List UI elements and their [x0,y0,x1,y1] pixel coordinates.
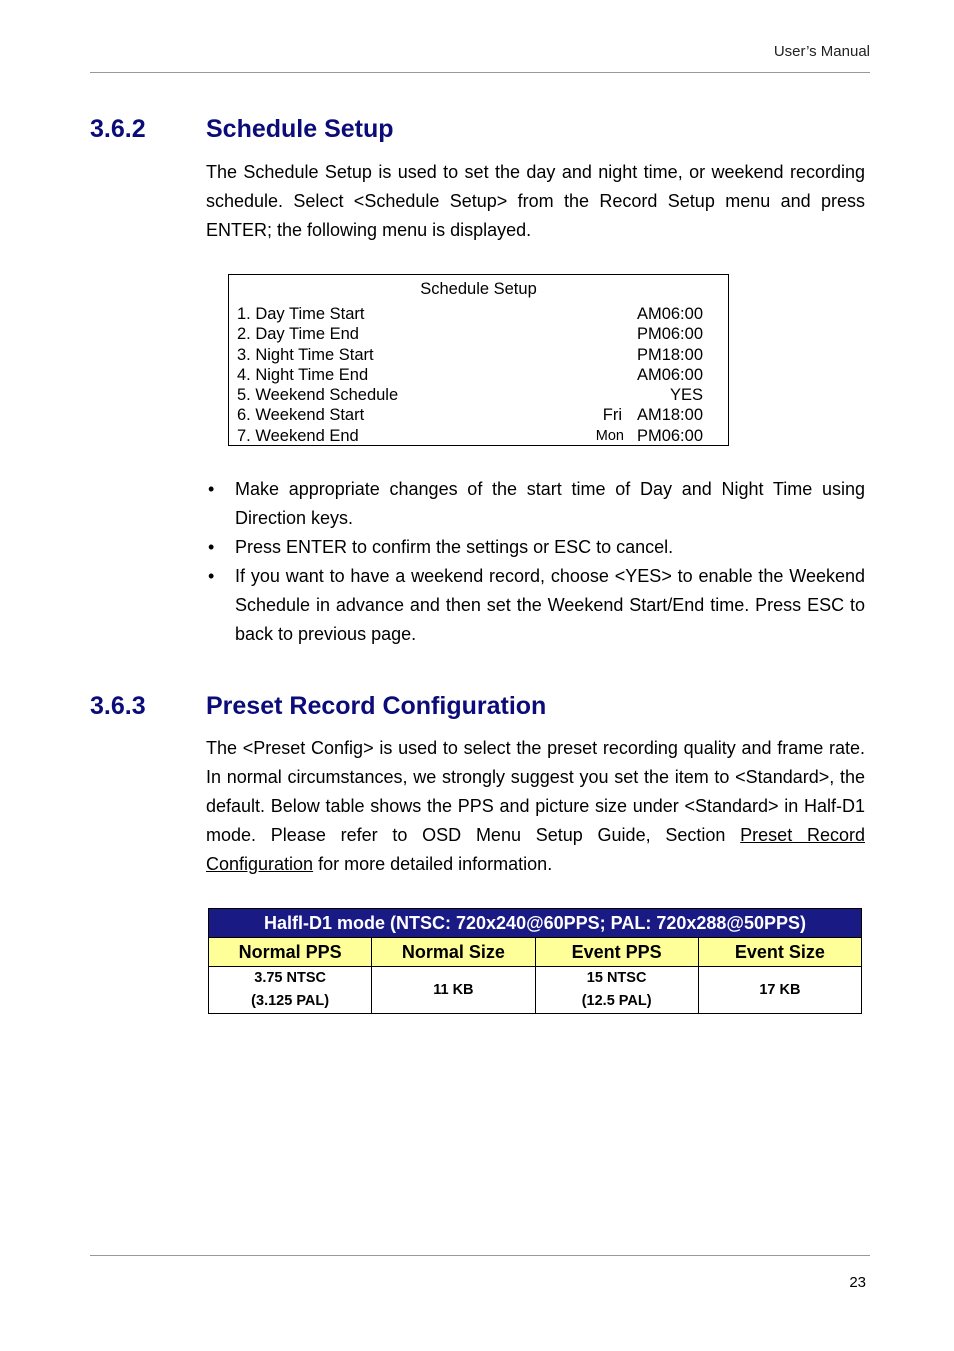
section-title: Preset Record Configuration [206,692,547,720]
cell-normal-pps [209,967,372,1014]
list-item-text: If you want to have a weekend record, choose <YES> to enable the Weekend Schedule in advance and then set the Weekend Start/End time. Press ESC to back to previous page. [235,566,865,644]
reference-link[interactable]: Preset Record Configuration [206,825,865,874]
osd-row-day: Mon [595,428,624,444]
osd-row-label: 1. Day Time Start [237,305,365,323]
list-item-text: Press ENTER to confirm the settings or ESC to cancel. [235,537,674,557]
section-paragraph [206,734,865,879]
paragraph-text: The <Preset Config> is used to select the preset recording quality and frame rate. In normal circumstances, we strongly suggest you set the item to <Standard>, the default. Below table shows the PPS and picture size under <Standard> in Half-D1 mode. Please refer to OSD Menu Setup Guide, Section [206,738,865,845]
osd-row-day: Fri [602,406,622,424]
cell-event-pps [535,967,698,1014]
pps-table-title: Halfl-D1 mode (NTSC: 720x240@60PPS; PAL: 720x288@50PPS) [209,909,862,938]
cell-normal-size: 11 KB [372,967,535,1014]
osd-row-value: YES [669,386,703,404]
cell-line: (12.5 PAL) [581,993,652,1009]
cell-event-size: 17 KB [698,967,861,1014]
column-header-normal-pps: Normal PPS [209,938,372,967]
cell-line: 15 NTSC [586,970,647,986]
instruction-list [206,475,865,649]
osd-menu-title: Schedule Setup [420,280,537,298]
osd-menu-box [228,274,729,446]
osd-row-label: 7. Weekend End [237,427,359,445]
osd-row-value: AM06:00 [636,366,703,384]
section-title: Schedule Setup [206,115,394,143]
column-header-normal-size: Normal Size [372,938,535,967]
header-rule [90,72,870,73]
list-item [206,533,865,562]
bullet-icon: • [208,537,215,557]
osd-row-label: 4. Night Time End [237,366,369,384]
section-number: 3.6.3 [90,692,146,720]
footer-rule [90,1255,870,1256]
page-number: 23 [849,1274,866,1291]
list-item-text: Make appropriate changes of the start time of Day and Night Time using Direction keys. [235,479,865,528]
bullet-icon: • [208,479,215,499]
osd-row-value: PM06:00 [636,427,703,445]
osd-row-label: 6. Weekend Start [237,406,365,424]
column-header-event-pps: Event PPS [535,938,698,967]
section-number: 3.6.2 [90,115,146,143]
section-paragraph: The Schedule Setup is used to set the day and night time, or weekend recording schedule. Select <Schedule Setup> from the Record Setup menu and press ENTER; the following menu is displayed. [206,162,865,240]
osd-row-value: AM18:00 [636,406,703,424]
pps-table [208,908,862,1014]
osd-row-value: AM06:00 [636,305,703,323]
osd-row-value: PM06:00 [636,325,703,343]
header-title: User’s Manual [773,43,870,60]
paragraph-text: for more detailed information. [313,854,553,874]
cell-line: 3.75 NTSC [254,970,326,986]
osd-row-label: 3. Night Time Start [237,346,374,364]
list-item [206,475,865,533]
column-header-event-size: Event Size [698,938,861,967]
list-item [206,562,865,649]
osd-row-label: 2. Day Time End [237,325,359,343]
cell-line: (3.125 PAL) [251,993,330,1009]
osd-row-label: 5. Weekend Schedule [237,386,399,404]
bullet-icon: • [208,566,215,586]
osd-row-value: PM18:00 [636,346,703,364]
table-row [209,967,862,1014]
